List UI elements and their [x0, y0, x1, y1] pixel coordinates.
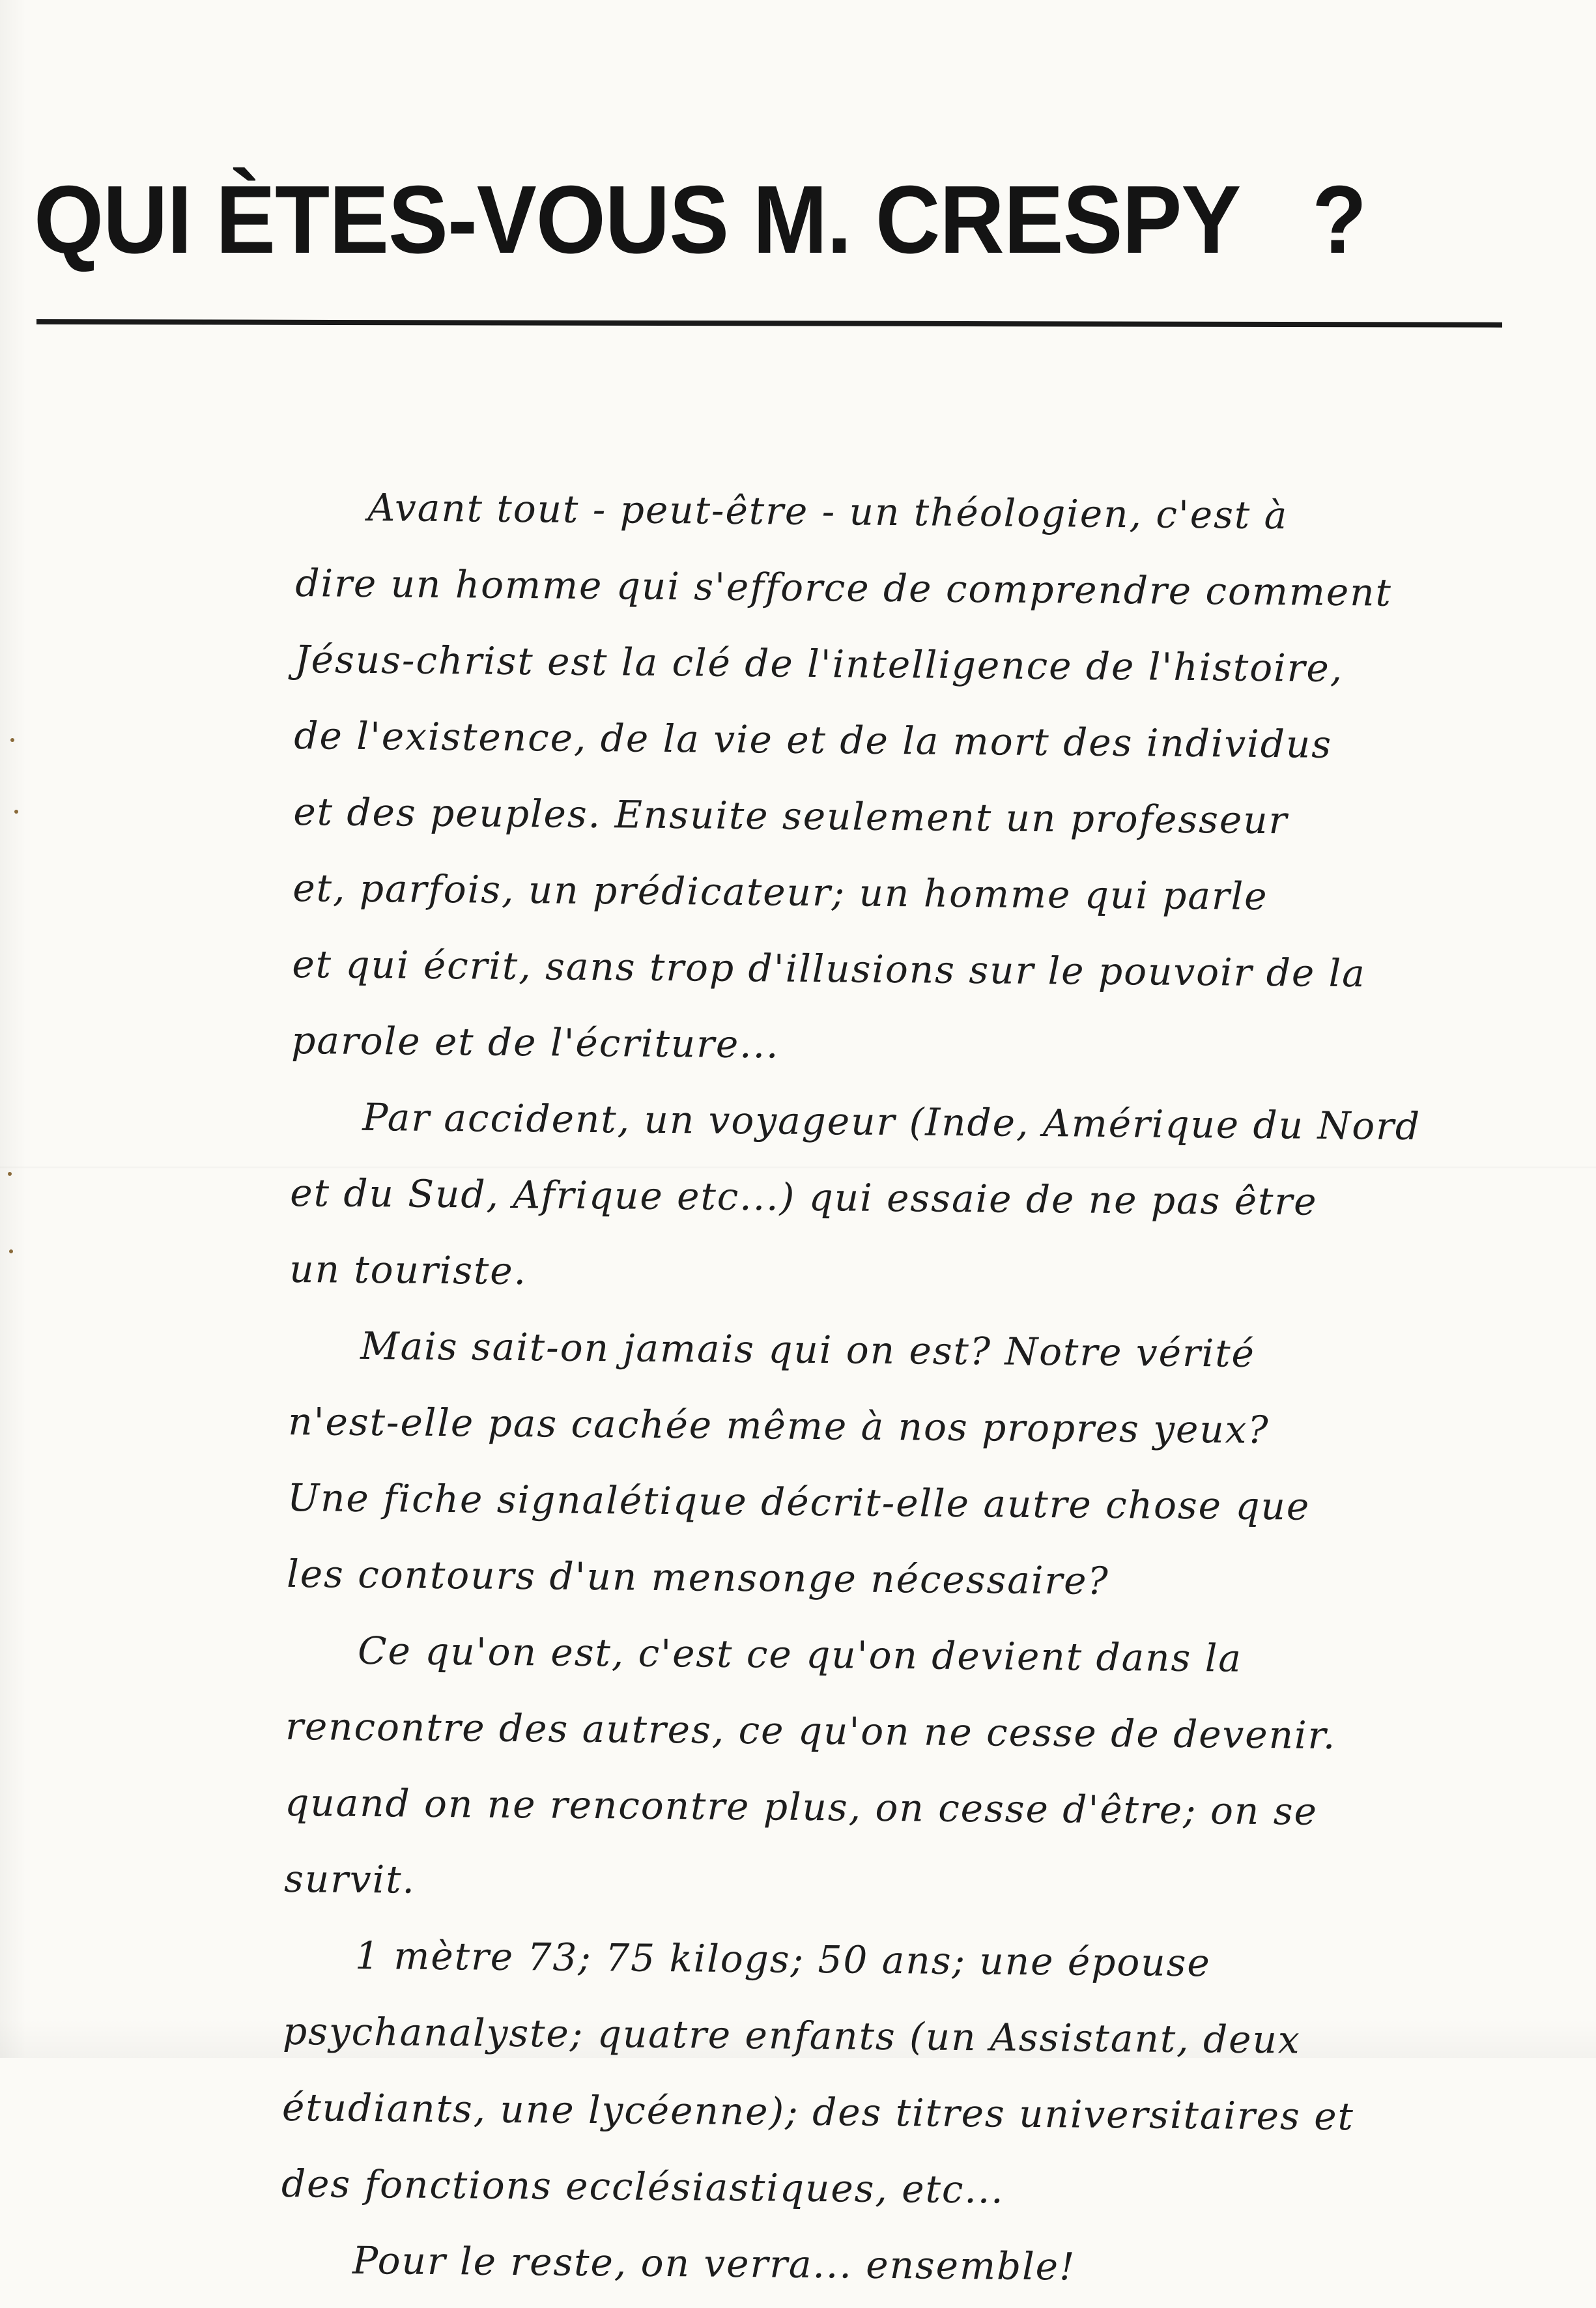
- handwritten-line: psychanalyste; quatre enfants (un Assistant, deux: [282, 2008, 1301, 2062]
- handwritten-line: Ce qu'on est, c'est ce qu'on devient dans la: [357, 1628, 1243, 1681]
- handwritten-line: les contours d'un mensonge nécessaire?: [286, 1551, 1109, 1603]
- punch-mark: [9, 1249, 13, 1253]
- handwritten-line: rencontre des autres, ce qu'on ne cesse de devenir.: [285, 1703, 1337, 1758]
- handwritten-line: survit.: [283, 1856, 416, 1902]
- punch-mark: [14, 810, 18, 814]
- handwritten-line: et qui écrit, sans trop d'illusions sur le pouvoir de la: [292, 941, 1367, 996]
- handwritten-line: Par accident, un voyageur (Inde, Amérique du Nord: [362, 1094, 1421, 1149]
- handwritten-line: dire un homme qui s'efforce de comprendre comment: [295, 560, 1393, 615]
- handwritten-line: des fonctions ecclésiastiques, etc...: [281, 2161, 1005, 2212]
- title-text: QUI ÈTES-VOUS M. CRESPY: [34, 166, 1241, 274]
- handwritten-letter: [280, 469, 1455, 2308]
- handwritten-line: Jésus-christ est la clé de l'intelligence de l'histoire,: [294, 636, 1344, 691]
- handwritten-line: étudiants, une lycéenne); des titres universitaires et: [281, 2085, 1355, 2139]
- handwritten-line: de l'existence, de la vie et de la mort des individus: [294, 713, 1333, 767]
- handwritten-line: et, parfois, un prédicateur; un homme qui parle: [292, 865, 1268, 919]
- handwritten-line: Pour le reste, on verra... ensemble!: [352, 2238, 1076, 2289]
- handwritten-line: et des peuples. Ensuite seulement un professeur: [293, 789, 1289, 843]
- handwritten-line: parole et de l'écriture...: [291, 1018, 780, 1067]
- handwritten-line: Une fiche signalétique décrit-elle autre chose que: [287, 1475, 1311, 1529]
- punch-mark: [8, 1172, 12, 1176]
- handwritten-line: Mais sait-on jamais qui on est? Notre vérité: [360, 1323, 1256, 1376]
- handwritten-line: quand on ne rencontre plus, on cesse d'être; on se: [284, 1780, 1318, 1834]
- handwritten-line: un touriste.: [289, 1246, 528, 1294]
- handwritten-line: Avant tout - peut-être - un théologien, c'est à: [367, 485, 1289, 538]
- handwritten-line: n'est-elle pas cachée même à nos propres yeux?: [287, 1399, 1270, 1453]
- title-question-mark: ?: [1312, 166, 1367, 274]
- handwritten-line: et du Sud, Afrique etc...) qui essaie de ne pas être: [290, 1170, 1318, 1224]
- handwritten-line: 1 mètre 73; 75 kilogs; 50 ans; une épouse: [354, 1933, 1212, 1986]
- punch-mark: [10, 738, 14, 742]
- page-title: [34, 168, 1403, 272]
